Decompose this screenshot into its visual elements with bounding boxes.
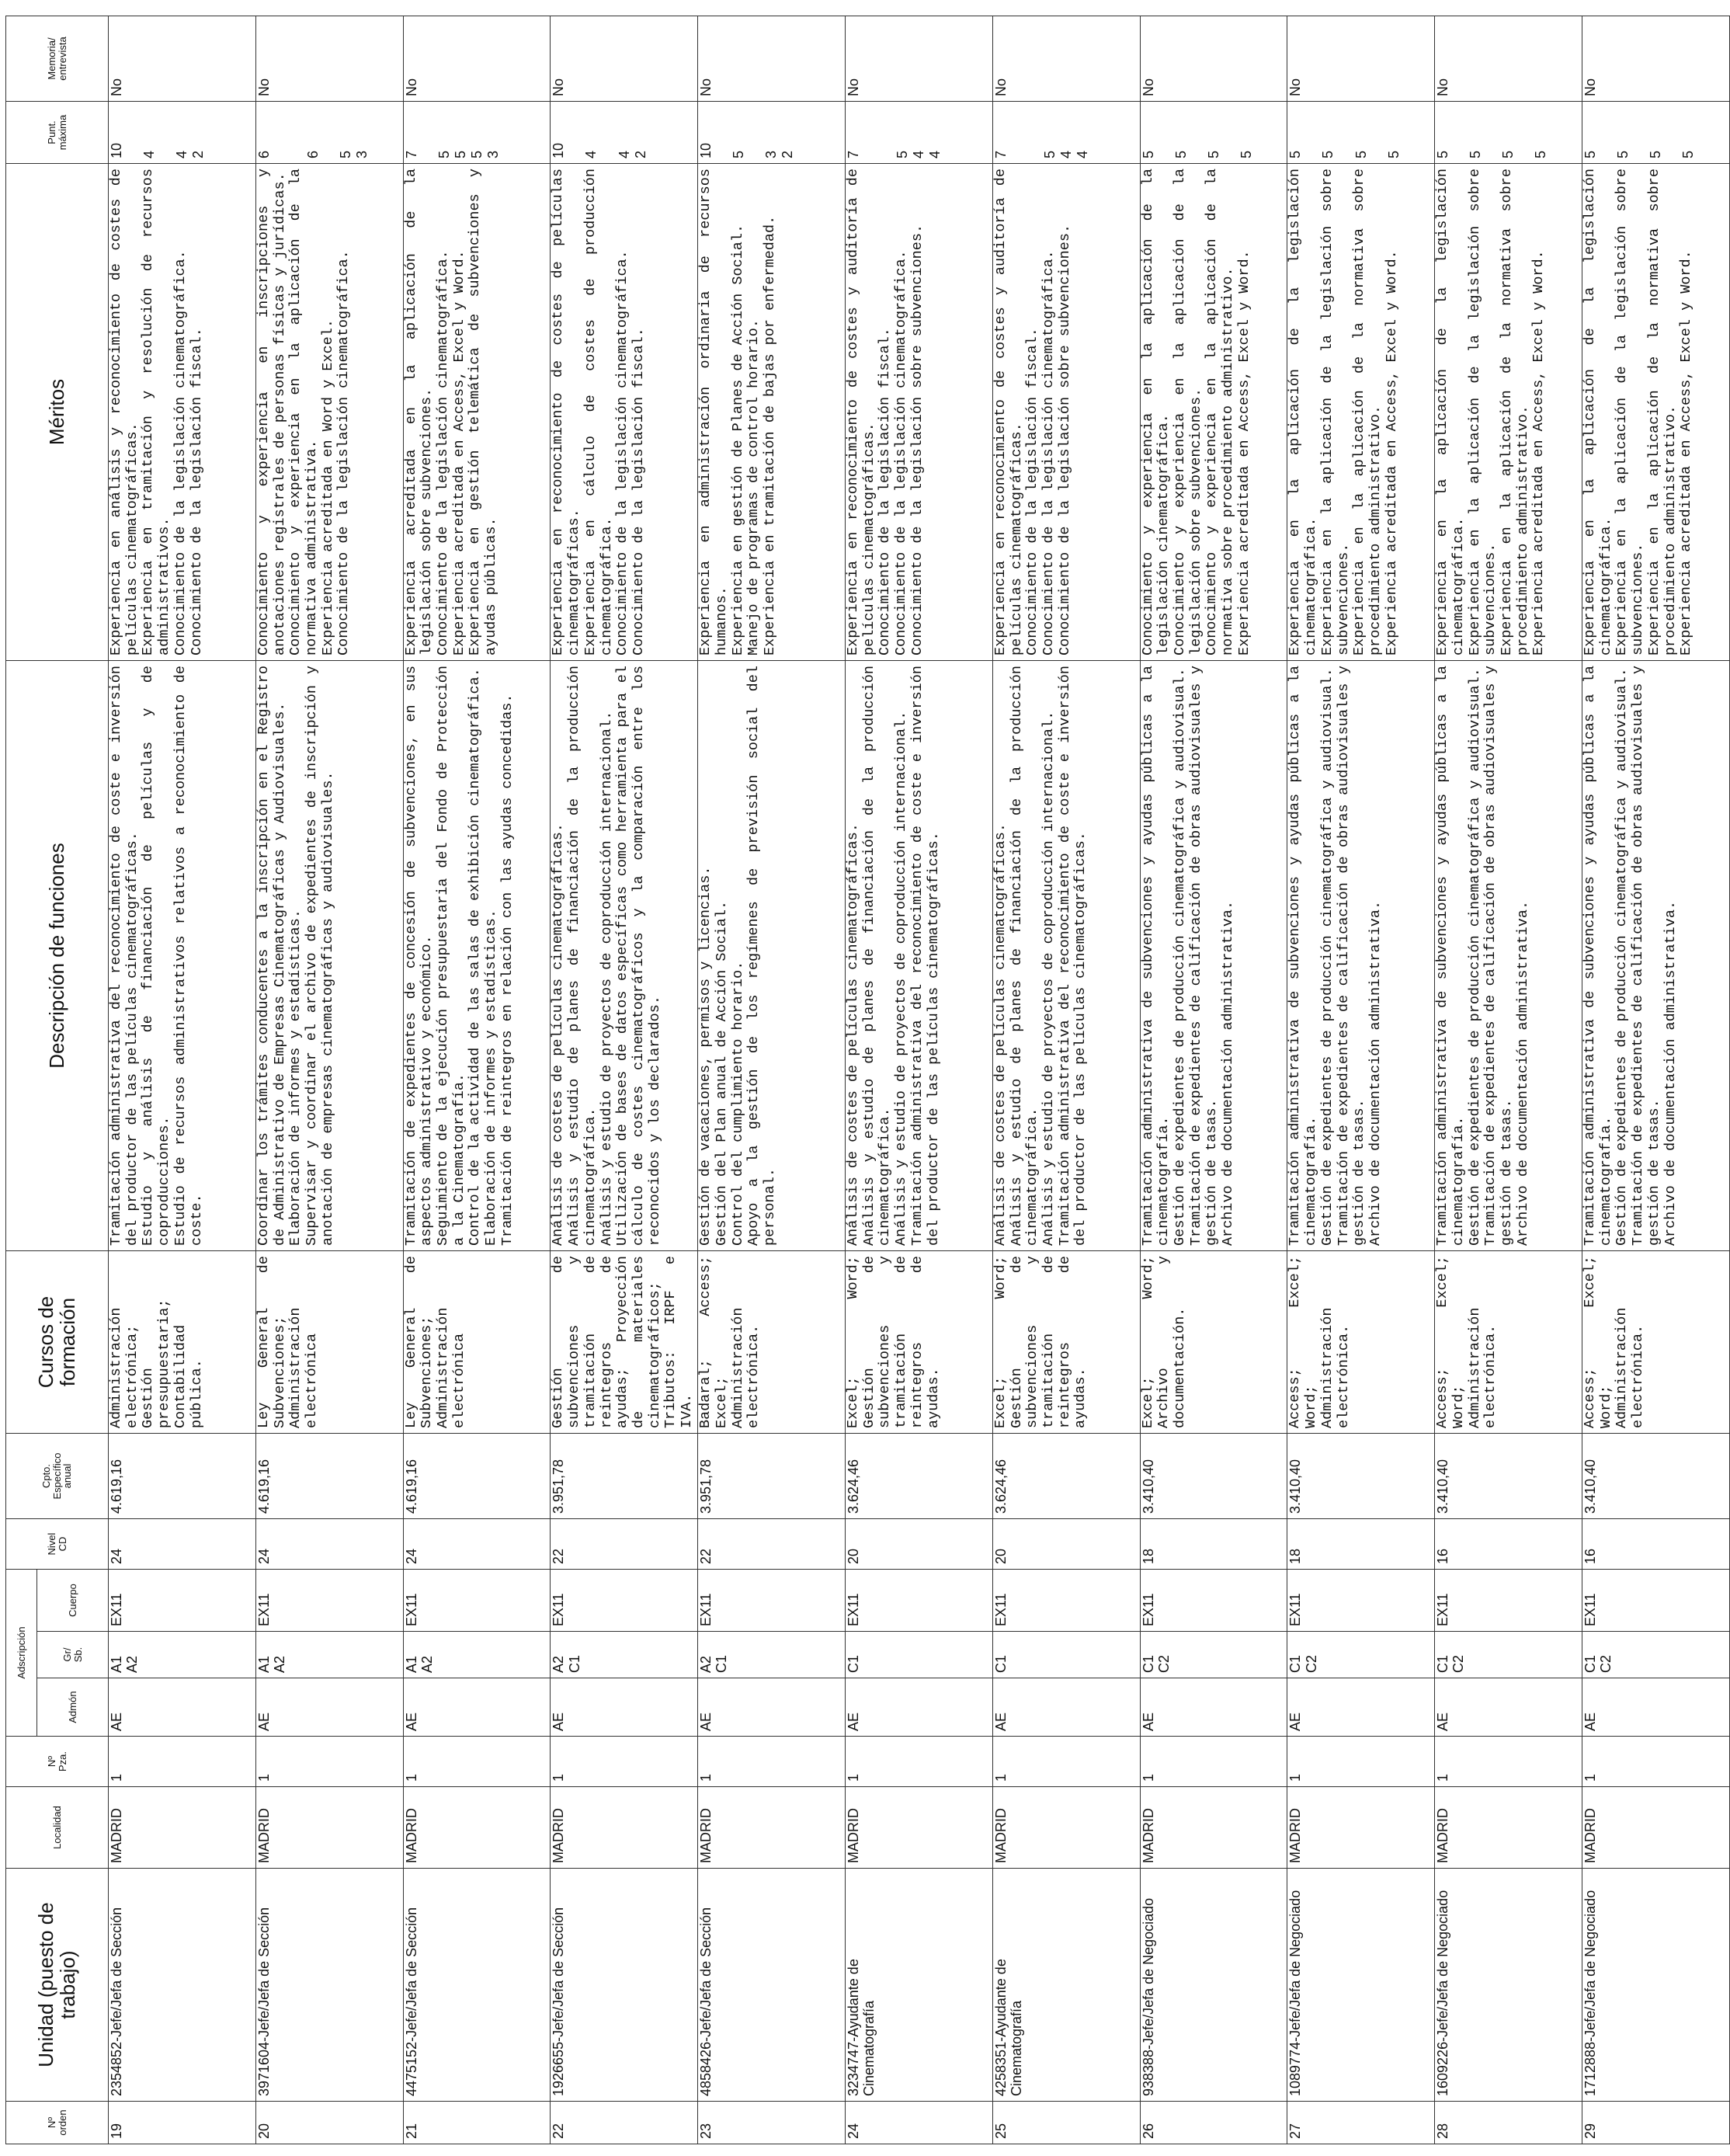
cell-nivel: 24 xyxy=(109,1519,256,1570)
cell-meritos-item: Experiencia en la aplicación de la legislación cinematográfica. xyxy=(1287,169,1320,655)
cell-admon: AE xyxy=(845,1678,992,1737)
cell-gr: A2 C1 xyxy=(698,1632,846,1678)
cell-gr: C1 C2 xyxy=(1287,1632,1435,1678)
cell-unidad: 3234747-Ayudante de Cinematografía xyxy=(845,1869,992,2102)
cell-punt: 10 4 4 2 xyxy=(551,102,698,164)
cell-funciones-item: Archivo de documentación administrativa. xyxy=(1367,900,1384,1246)
cell-punt: 7 5 5 5 3 xyxy=(403,102,551,164)
cell-memoria: No xyxy=(845,16,992,102)
cell-meritos-item: Experiencia en análisis y reconocimiento de costes de películas cinematográficas. xyxy=(108,169,141,655)
cell-funciones-item: Apoyo a la gestión de los regímenes de previsión social del personal. xyxy=(745,666,779,1246)
cell-pza: 1 xyxy=(109,1737,256,1787)
cell-meritos-item: Experiencia en la aplicación de la legislación cinematográfica. xyxy=(1581,169,1614,655)
cell-meritos-item: Experiencia en gestión telemática de subvenciones y ayudas públicas. xyxy=(467,169,500,655)
cell-meritos xyxy=(1287,164,1435,661)
cell-localidad: MADRID xyxy=(992,1787,1140,1869)
cell-gr: A1 A2 xyxy=(255,1632,403,1678)
table-row xyxy=(1140,16,1287,2144)
cell-funciones xyxy=(992,661,1140,1251)
cell-funciones-item: Tramitación administrativa del reconocimiento de coste e inversión del productor de las películas cinematográficas. xyxy=(108,666,141,1246)
cell-orden: 24 xyxy=(845,2102,992,2144)
cell-meritos-item: Conocimiento de la legislación cinematográfica. xyxy=(893,250,910,655)
cell-funciones-item: Análisis y estudio de proyectos de coproducción internacional. xyxy=(598,711,615,1246)
cell-orden: 23 xyxy=(698,2102,846,2144)
cell-funciones xyxy=(1140,661,1287,1251)
cell-localidad: MADRID xyxy=(551,1787,698,1869)
cell-funciones-item: Tramitación administrativa de subvenciones y ayudas públicas a la cinematografía. xyxy=(1581,666,1614,1246)
cell-funciones-item: Tramitación administrativa de subvenciones y ayudas públicas a la cinematografía. xyxy=(1287,666,1320,1246)
cell-punt: 6 6 5 3 xyxy=(255,102,403,164)
cell-funciones-item: Supervisar y coordinar el archivo de expedientes de inscripción y anotación de empresas cinematográficas y audiovisuales. xyxy=(303,666,336,1246)
cell-cursos: Ley General de Subvenciones; Administración electrónica xyxy=(255,1251,403,1434)
cell-pza: 1 xyxy=(698,1737,846,1787)
cell-pza: 1 xyxy=(1435,1737,1582,1787)
cell-gr: C1 xyxy=(845,1632,992,1678)
cell-cpto: 3.624,46 xyxy=(992,1434,1140,1519)
cell-meritos xyxy=(1435,164,1582,661)
cell-nivel: 18 xyxy=(1140,1519,1287,1570)
cell-funciones-item: Tramitación administrativa de subvenciones y ayudas públicas a la cinematografía. xyxy=(1434,666,1467,1246)
cell-funciones xyxy=(403,661,551,1251)
cell-gr: C1 C2 xyxy=(1582,1632,1729,1678)
cell-funciones-item: Análisis y estudio de planes de financiación de la producción cinematográfica. xyxy=(860,666,894,1246)
cell-admon: AE xyxy=(1435,1678,1582,1737)
cell-admon: AE xyxy=(1140,1678,1287,1737)
cell-cuerpo: EX11 xyxy=(1287,1570,1435,1632)
cell-meritos-item: Experiencia en la aplicación de la normativa sobre procedimiento administrativo. xyxy=(1351,169,1384,655)
cell-funciones-item: Gestión del Plan anual de Acción Social. xyxy=(713,900,730,1246)
cell-cpto: 3.410,40 xyxy=(1582,1434,1729,1519)
cell-orden: 27 xyxy=(1287,2102,1435,2144)
cell-meritos-item: Experiencia acreditada en la aplicación de la legislación sobre subvenciones. xyxy=(402,169,436,655)
table-body xyxy=(109,16,1730,2144)
cell-funciones-item: Elaboración de informes y estadísticas. xyxy=(483,909,500,1246)
cell-funciones-item: Archivo de documentación administrativa. xyxy=(1220,900,1237,1246)
cell-nivel: 20 xyxy=(992,1519,1140,1570)
cell-meritos-item: Conocimiento de la legislación cinematográfica. xyxy=(1040,250,1057,655)
cell-meritos-item: Conocimiento de la legislación cinematográfica. xyxy=(435,250,452,655)
header-n-pza: Nº Pza. xyxy=(6,1737,109,1787)
table-row xyxy=(109,16,256,2144)
cell-funciones xyxy=(1287,661,1435,1251)
cell-cpto: 3.951,78 xyxy=(551,1434,698,1519)
cell-meritos-item: Experiencia en tramitación y resolución de recursos administrativos. xyxy=(140,169,173,655)
cell-meritos-item: Conocimiento y experiencia en inscripciones y anotaciones registrales de personas físicas y jurídicas. xyxy=(255,169,288,655)
cell-meritos-item: Conocimiento y experiencia en la aplicación de la normativa sobre procedimiento administrativo. xyxy=(1204,169,1237,655)
cell-meritos xyxy=(845,164,992,661)
cell-meritos-item: Experiencia acreditada en Access, Excel y Word. xyxy=(1235,250,1252,655)
cell-gr: C1 C2 xyxy=(1140,1632,1287,1678)
cell-meritos-item: Conocimiento y experiencia en la aplicación de la legislación cinematográfica. xyxy=(1139,169,1172,655)
cell-pza: 1 xyxy=(1582,1737,1729,1787)
cell-cpto: 3.951,78 xyxy=(698,1434,846,1519)
cell-meritos-item: Conocimiento de la legislación fiscal. xyxy=(1024,328,1041,655)
cell-meritos-item: Manejo de programas de control horario. xyxy=(745,319,763,655)
cell-meritos-item: Conocimiento de la legislación sobre subvenciones. xyxy=(908,224,926,655)
cell-localidad: MADRID xyxy=(403,1787,551,1869)
cell-gr: A1 A2 xyxy=(109,1632,256,1678)
cell-memoria: No xyxy=(992,16,1140,102)
cell-nivel: 18 xyxy=(1287,1519,1435,1570)
header-n-orden: Nº orden xyxy=(6,2102,109,2144)
cell-pza: 1 xyxy=(992,1737,1140,1787)
cell-funciones-item: Gestión de expedientes de producción cinematográfica y audiovisual. xyxy=(1614,668,1631,1246)
cell-cpto: 3.410,40 xyxy=(1287,1434,1435,1519)
cell-unidad: 1609226-Jefe/Jefa de Negociado xyxy=(1435,1869,1582,2102)
positions-table xyxy=(5,16,1730,2144)
cell-cursos: Excel; Word; Gestión de subvenciones y tramitación de reintegros de ayudas. xyxy=(845,1251,992,1434)
header-localidad: Localidad xyxy=(6,1787,109,1869)
cell-punt: 5 5 5 5 xyxy=(1582,102,1729,164)
cell-meritos-item: Experiencia en la aplicación de la legislación sobre subvenciones. xyxy=(1614,169,1647,655)
header-gr-sb: Gr/ Sb. xyxy=(37,1632,109,1678)
cell-funciones-item: Coordinar los trámites conducentes a la inscripción en el Registro de Administrativo de Empresas Cinematográficas y Audiovisuales. xyxy=(255,666,288,1246)
cell-meritos-item: Experiencia en reconocimiento de costes y auditoría de películas cinematográficas. xyxy=(844,169,877,655)
cell-nivel: 24 xyxy=(403,1519,551,1570)
cell-meritos-item: Experiencia en la aplicación de la legislación sobre subvenciones. xyxy=(1466,169,1499,655)
header-admon: Admón xyxy=(37,1678,109,1737)
cell-cuerpo: EX11 xyxy=(403,1570,551,1632)
cell-funciones-item: Gestión de expedientes de producción cinematográfica y audiovisual. xyxy=(1172,668,1189,1246)
cell-cursos: Administración electrónica; Gestión presupuestaria; Contabilidad pública. xyxy=(109,1251,256,1434)
cell-funciones xyxy=(1582,661,1729,1251)
cell-cuerpo: EX11 xyxy=(551,1570,698,1632)
cell-admon: AE xyxy=(1287,1678,1435,1737)
cell-admon: AE xyxy=(551,1678,698,1737)
cell-nivel: 22 xyxy=(551,1519,698,1570)
cell-unidad: 4858426-Jefe/Jefa de Sección xyxy=(698,1869,846,2102)
header-punt-maxima: Punt. máxima xyxy=(6,102,109,164)
cell-meritos xyxy=(698,164,846,661)
header-memoria: Memoria/ entrevista xyxy=(6,16,109,102)
cell-orden: 26 xyxy=(1140,2102,1287,2144)
cell-cursos: Badaral; Access; Excel; Administración electrónica. xyxy=(698,1251,846,1434)
cell-meritos-item: Experiencia en la aplicación de la legislación cinematográfica. xyxy=(1434,169,1467,655)
cell-meritos-item: Conocimiento y experiencia en la aplicación de la legislación sobre subvenciones. xyxy=(1172,169,1204,655)
cell-localidad: MADRID xyxy=(109,1787,256,1869)
cell-punt: 10 5 3 2 xyxy=(698,102,846,164)
cell-funciones-item: Utilización de bases de datos específicas como herramienta para el cálculo de costes cinematográficos y la comparación entre los reconocidos y los declarados. xyxy=(614,666,663,1246)
cell-funciones-item: Tramitación de expedientes de concesión de subvenciones, en sus aspectos administrativo y económico. xyxy=(402,666,436,1246)
cell-cursos: Access; Excel; Word; Administración electrónica. xyxy=(1287,1251,1435,1434)
cell-orden: 20 xyxy=(255,2102,403,2144)
cell-memoria: No xyxy=(1287,16,1435,102)
header-nivel-cd: Nivel CD xyxy=(6,1519,109,1570)
cell-meritos xyxy=(403,164,551,661)
cell-funciones-item: Análisis de costes de películas cinematográficas. xyxy=(844,823,861,1246)
cell-nivel: 16 xyxy=(1582,1519,1729,1570)
cell-localidad: MADRID xyxy=(1287,1787,1435,1869)
cell-funciones-item: Análisis de costes de películas cinematográficas. xyxy=(992,823,1009,1246)
cell-cursos: Excel; Word; Archivo y documentación. xyxy=(1140,1251,1287,1434)
cell-funciones-item: Gestión de expedientes de producción cinematográfica y audiovisual. xyxy=(1318,668,1336,1246)
cell-nivel: 16 xyxy=(1435,1519,1582,1570)
header-cpto-especifico: Cpto. Específico anual xyxy=(6,1434,109,1519)
cell-cuerpo: EX11 xyxy=(109,1570,256,1632)
table-row xyxy=(403,16,551,2144)
cell-localidad: MADRID xyxy=(1140,1787,1287,1869)
cell-meritos xyxy=(255,164,403,661)
cell-funciones-item: Análisis y estudio de planes de financiación de la producción cinematográfica. xyxy=(1008,666,1041,1246)
cell-localidad: MADRID xyxy=(255,1787,403,1869)
cell-meritos-item: Experiencia en gestión de Planes de Acción Social. xyxy=(729,224,746,655)
cell-localidad: MADRID xyxy=(845,1787,992,1869)
cell-meritos xyxy=(551,164,698,661)
cell-meritos-item: Conocimiento de la legislación fiscal. xyxy=(877,328,894,655)
cell-admon: AE xyxy=(109,1678,256,1737)
cell-unidad: 2354852-Jefe/Jefa de Sección xyxy=(109,1869,256,2102)
table-row xyxy=(551,16,698,2144)
cell-orden: 29 xyxy=(1582,2102,1729,2144)
cell-pza: 1 xyxy=(551,1737,698,1787)
cell-memoria: No xyxy=(255,16,403,102)
cell-orden: 21 xyxy=(403,2102,551,2144)
cell-meritos-item: Experiencia acreditada en Access, Excel y Word. xyxy=(1530,250,1548,655)
cell-funciones-item: Seguimiento de la ejecución presupuestaria del Fondo de Protección a la Cinematografía. xyxy=(435,666,467,1246)
cell-cpto: 3.410,40 xyxy=(1140,1434,1287,1519)
cell-localidad: MADRID xyxy=(1435,1787,1582,1869)
cell-meritos-item: Conocimiento de la legislación fiscal. xyxy=(630,328,647,655)
table-row xyxy=(1435,16,1582,2144)
cell-funciones-item: Archivo de documentación administrativa. xyxy=(1662,900,1679,1246)
cell-cuerpo: EX11 xyxy=(992,1570,1140,1632)
header-descripcion: Descripción de funciones xyxy=(6,661,109,1251)
cell-cursos: Gestión de subvenciones y tramitación de reintegros de ayudas; Proyección de materiales cinematográficos; Tributos: IRPF e IVA. xyxy=(551,1251,698,1434)
cell-cursos: Excel; Word; Gestión de subvenciones y tramitación de reintegros de ayudas. xyxy=(992,1251,1140,1434)
cell-funciones-item: Tramitación administrativa del reconocimiento de coste e inversión del productor de las películas cinematográficas. xyxy=(908,666,942,1246)
cell-admon: AE xyxy=(403,1678,551,1737)
cell-gr: A1 A2 xyxy=(403,1632,551,1678)
table-row xyxy=(845,16,992,2144)
header-meritos: Méritos xyxy=(6,164,109,661)
cell-cpto: 4.619,16 xyxy=(255,1434,403,1519)
cell-meritos-item: Experiencia en administración ordinaria de recursos humanos. xyxy=(697,169,730,655)
header-cuerpo: Cuerpo xyxy=(37,1570,109,1632)
cell-meritos-item: Experiencia acreditada en Access, Excel y Word. xyxy=(1678,250,1695,655)
cell-meritos-item: Experiencia en reconocimiento de costes y auditoría de películas cinematográficas. xyxy=(992,169,1025,655)
cell-admon: AE xyxy=(698,1678,846,1737)
cell-nivel: 20 xyxy=(845,1519,992,1570)
cell-cursos: Ley General de Subvenciones; Administración electrónica xyxy=(403,1251,551,1434)
cell-admon: AE xyxy=(992,1678,1140,1737)
cell-meritos-item: Conocimiento de la legislación cinematográfica. xyxy=(335,250,353,655)
cell-meritos-item: Experiencia en tramitación de bajas por enfermedad. xyxy=(762,215,779,655)
cell-funciones-item: Gestión de vacaciones, permisos y licencias. xyxy=(697,866,714,1246)
cell-meritos-item: Experiencia en la aplicación de la legislación sobre subvenciones. xyxy=(1318,169,1352,655)
cell-memoria: No xyxy=(403,16,551,102)
cell-gr: A2 C1 xyxy=(551,1632,698,1678)
cell-unidad: 4258351-Ayudante de Cinematografía xyxy=(992,1869,1140,2102)
cell-localidad: MADRID xyxy=(698,1787,846,1869)
cell-funciones xyxy=(1435,661,1582,1251)
cell-funciones-item: Estudio de recursos administrativos relativos a reconocimiento de coste. xyxy=(172,666,205,1246)
cell-meritos-item: Experiencia acreditada en Access, Excel y Word. xyxy=(1383,250,1400,655)
cell-cpto: 4.619,16 xyxy=(109,1434,256,1519)
cell-funciones xyxy=(845,661,992,1251)
cell-funciones-item: Tramitación de expedientes de calificación de obras audiovisuales y gestión de tasas. xyxy=(1335,666,1368,1246)
cell-meritos-item: Conocimiento de la legislación cinematográfica. xyxy=(614,250,631,655)
table-row xyxy=(992,16,1140,2144)
cell-funciones-item: Control de la actividad de las salas de exhibición cinematográfica. xyxy=(467,668,484,1246)
cell-gr: C1 xyxy=(992,1632,1140,1678)
cell-cpto: 3.410,40 xyxy=(1435,1434,1582,1519)
cell-funciones-item: Archivo de documentación administrativa. xyxy=(1514,900,1531,1246)
cell-pza: 1 xyxy=(845,1737,992,1787)
cell-punt: 5 5 5 5 xyxy=(1287,102,1435,164)
cell-memoria: No xyxy=(1435,16,1582,102)
cell-funciones-item: Control del cumplimiento horario. xyxy=(729,961,746,1246)
cell-meritos xyxy=(109,164,256,661)
cell-unidad: 1712888-Jefe/Jefa de Negociado xyxy=(1582,1869,1729,2102)
cell-funciones-item: Análisis y estudio de proyectos de coproducción internacional. xyxy=(1040,711,1057,1246)
cell-punt: 10 4 4 2 xyxy=(109,102,256,164)
table-row xyxy=(1582,16,1729,2144)
cell-unidad: 4475152-Jefe/Jefa de Sección xyxy=(403,1869,551,2102)
cell-unidad: 3971604-Jefe/Jefa de Sección xyxy=(255,1869,403,2102)
cell-meritos-item: Experiencia en la aplicación de la normativa sobre procedimiento administrativo. xyxy=(1499,169,1531,655)
cell-unidad: 938388-Jefe/Jefa de Negociado xyxy=(1140,1869,1287,2102)
cell-meritos-item: Experiencia en cálculo de costes de producción cinematográfica. xyxy=(582,169,615,655)
cell-punt: 5 5 5 5 xyxy=(1435,102,1582,164)
cell-meritos-item: Conocimiento de la legislación cinematográfica. xyxy=(172,250,189,655)
cell-cuerpo: EX11 xyxy=(845,1570,992,1632)
cell-funciones xyxy=(551,661,698,1251)
cell-orden: 28 xyxy=(1435,2102,1582,2144)
cell-orden: 25 xyxy=(992,2102,1140,2144)
cell-punt: 7 5 4 4 xyxy=(992,102,1140,164)
cell-localidad: MADRID xyxy=(1582,1787,1729,1869)
cell-funciones-item: Tramitación administrativa de subvenciones y ayudas públicas a la cinematografía. xyxy=(1139,666,1172,1246)
cell-memoria: No xyxy=(109,16,256,102)
cell-meritos-item: Experiencia en la aplicación de la normativa sobre procedimiento administrativo. xyxy=(1645,169,1679,655)
table-row xyxy=(698,16,846,2144)
cell-funciones xyxy=(109,661,256,1251)
cell-funciones-item: Tramitación de expedientes de calificación de obras audiovisuales y gestión de tasas. xyxy=(1187,666,1221,1246)
cell-memoria: No xyxy=(1140,16,1287,102)
cell-funciones-item: Gestión de expedientes de producción cinematográfica y audiovisual. xyxy=(1466,668,1483,1246)
cell-orden: 22 xyxy=(551,2102,698,2144)
cell-unidad: 1089774-Jefe/Jefa de Negociado xyxy=(1287,1869,1435,2102)
cell-meritos-item: Experiencia en reconocimiento de costes de películas cinematográficas. xyxy=(550,169,583,655)
cell-funciones xyxy=(698,661,846,1251)
table-row xyxy=(1287,16,1435,2144)
cell-funciones-item: Elaboración de informes y estadísticas. xyxy=(287,909,304,1246)
cell-funciones-item: Tramitación administrativa del reconocimiento de coste e inversión del productor de las películas cinematográficas. xyxy=(1056,666,1089,1246)
cell-cuerpo: EX11 xyxy=(255,1570,403,1632)
cell-pza: 1 xyxy=(403,1737,551,1787)
cell-admon: AE xyxy=(255,1678,403,1737)
cell-cursos: Access; Excel; Word; Administración electrónica. xyxy=(1435,1251,1582,1434)
cell-funciones xyxy=(255,661,403,1251)
cell-nivel: 24 xyxy=(255,1519,403,1570)
cell-pza: 1 xyxy=(255,1737,403,1787)
header-cursos: Cursos de formación xyxy=(6,1251,109,1434)
cell-pza: 1 xyxy=(1140,1737,1287,1787)
table-row xyxy=(255,16,403,2144)
cell-gr: C1 C2 xyxy=(1435,1632,1582,1678)
cell-cuerpo: EX11 xyxy=(1140,1570,1287,1632)
cell-funciones-item: Tramitación de reintegros en relación con las ayudas concedidas. xyxy=(499,694,516,1246)
cell-meritos xyxy=(1140,164,1287,661)
cell-memoria: No xyxy=(551,16,698,102)
header-unidad: Unidad (puesto de trabajo) xyxy=(6,1869,109,2102)
cell-funciones-item: Análisis y estudio de planes de financiación de la producción cinematográfica. xyxy=(566,666,599,1246)
cell-admon: AE xyxy=(1582,1678,1729,1737)
cell-funciones-item: Análisis de costes de películas cinematográficas. xyxy=(550,823,567,1246)
cell-pza: 1 xyxy=(1287,1737,1435,1787)
cell-meritos-item: Conocimiento de la legislación sobre subvenciones. xyxy=(1056,224,1073,655)
cell-cpto: 3.624,46 xyxy=(845,1434,992,1519)
cell-cuerpo: EX11 xyxy=(698,1570,846,1632)
cell-cuerpo: EX11 xyxy=(1582,1570,1729,1632)
cell-funciones-item: Tramitación de expedientes de calificación de obras audiovisuales y gestión de tasas. xyxy=(1482,666,1516,1246)
cell-funciones-item: Análisis y estudio de proyectos de coproducción internacional. xyxy=(893,711,910,1246)
header-adscripcion: Adscripción xyxy=(6,1570,37,1737)
cell-cursos: Access; Excel; Word; Administración electrónica. xyxy=(1582,1251,1729,1434)
cell-memoria: No xyxy=(1582,16,1729,102)
cell-meritos-item: Conocimiento de la legislación fiscal. xyxy=(188,328,205,655)
cell-meritos xyxy=(1582,164,1729,661)
cell-orden: 19 xyxy=(109,2102,256,2144)
cell-meritos-item: Experiencia acreditada en Word y Excel. xyxy=(319,319,336,655)
cell-memoria: No xyxy=(698,16,846,102)
cell-meritos xyxy=(992,164,1140,661)
cell-cpto: 4.619,16 xyxy=(403,1434,551,1519)
cell-unidad: 1926655-Jefe/Jefa de Sección xyxy=(551,1869,698,2102)
cell-punt: 7 5 4 4 xyxy=(845,102,992,164)
cell-meritos-item: Experiencia acreditada en Access, Excel y Word. xyxy=(450,250,467,655)
cell-nivel: 22 xyxy=(698,1519,846,1570)
cell-funciones-item: Estudio y análisis de financiación de películas y de coproducciones. xyxy=(140,666,173,1246)
cell-meritos-item: Conocimiento y experiencia en la aplicación de la normativa administrativa. xyxy=(287,169,320,655)
cell-funciones-item: Tramitación de expedientes de calificación de obras audiovisuales y gestión de tasas. xyxy=(1630,666,1662,1246)
cell-cuerpo: EX11 xyxy=(1435,1570,1582,1632)
cell-punt: 5 5 5 5 xyxy=(1140,102,1287,164)
